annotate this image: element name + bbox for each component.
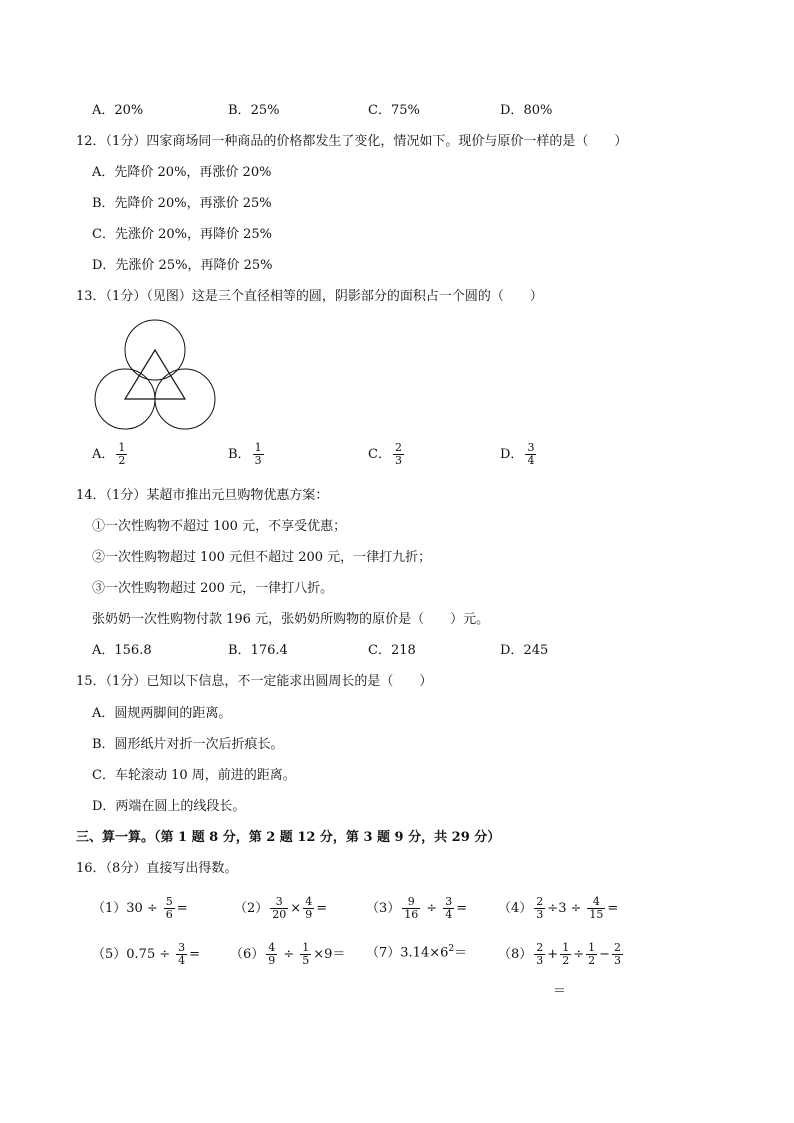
q14-question: 张奶奶一次性购物付款 196 元，张奶奶所购物的原价是（ ）元。 (92, 612, 490, 627)
q12-option-c: C．先涨价 20%，再降价 25% (92, 227, 273, 242)
triangle (125, 350, 185, 399)
q15-option-b: B．圆形纸片对折一次后折痕长。 (92, 737, 284, 752)
q13-option-c: C． $\frac{2}{3}$ (368, 441, 402, 467)
q15-stem: 15．（1分）已知以下信息，不一定能求出圆周长的是（ ） (76, 674, 433, 689)
fraction: $\frac{3}{4}$ (527, 441, 535, 467)
q14-option-b: B．176.4 (228, 643, 288, 658)
q16-stem: 16．（8分）直接写出得数。 (76, 861, 238, 876)
q13-option-b: B． $\frac{1}{3}$ (228, 441, 262, 467)
q16-problem-8: （8） $\frac{2}{3}$ + $\frac{1}{2}$ ÷ $\frac{1}{2}$ − $\frac{2}{3}$ (498, 941, 621, 967)
q13-option-a: A． $\frac{1}{2}$ (92, 441, 126, 467)
fraction: $\frac{1}{2}$ (118, 441, 126, 467)
q16-problem-8-equals: ＝ (553, 984, 567, 999)
q11-option-a: A．20% (92, 103, 144, 118)
q13-option-d: D． $\frac{3}{4}$ (500, 441, 535, 467)
q16-problem-6: （6） $\frac{4}{9}$ ÷ $\frac{1}{5}$ ×9＝ (230, 941, 346, 967)
q12-option-b: B．先降价 20%，再涨价 25% (92, 196, 272, 211)
q15-option-d: D．两端在圆上的线段长。 (92, 799, 246, 814)
q12-stem: 12．（1分）四家商场同一种商品的价格都发生了变化，情况如下。现价与原价一样的是（ ） (76, 134, 628, 149)
q16-problem-4: （4） $\frac{2}{3}$ ÷3 ÷ $\frac{4}{15}$ = (498, 895, 619, 921)
three-circles-figure (92, 316, 218, 434)
fraction: $\frac{1}{3}$ (254, 441, 262, 467)
q14-rule-1: ①一次性购物不超过 100 元，不享受优惠； (92, 519, 347, 534)
q14-option-d: D．245 (500, 643, 549, 658)
q16-problem-7: $(7)3.14\times 6^2=$ (366, 944, 468, 961)
q11-option-d: D．80% (500, 103, 553, 118)
q11-option-c: C．75% (368, 103, 420, 118)
q13-stem: 13．（1分）（见图）这是三个直径相等的圆，阴影部分的面积占一个圆的（ ） (76, 289, 543, 304)
q14-rule-2: ②一次性购物超过 100 元但不超过 200 元，一律打九折； (92, 550, 432, 565)
q15-option-a: A．圆规两脚间的距离。 (92, 706, 232, 721)
q16-problem-2: （2） $\frac{3}{20}$ × $\frac{4}{9}$ = (234, 895, 328, 921)
q14-option-c: C．218 (368, 643, 416, 658)
section-heading: 三、算一算。（第 1 题 8 分，第 2 题 12 分，第 3 题 9 分，共 29 分） (76, 830, 501, 845)
q14-option-a: A．156.8 (92, 643, 152, 658)
fraction: $\frac{2}{3}$ (394, 441, 402, 467)
q14-rule-3: ③一次性购物超过 200 元，一律打八折。 (92, 581, 334, 596)
q16-problem-5: （5）0.75 ÷ $\frac{3}{4}$ = (92, 941, 201, 967)
q16-problem-1: （1）30 ÷ $\frac{5}{6}$ = (92, 895, 188, 921)
q12-option-a: A．先降价 20%，再涨价 20% (92, 165, 272, 180)
q12-option-d: D．先涨价 25%，再降价 25% (92, 258, 273, 273)
q14-stem: 14．（1分）某超市推出元旦购物优惠方案： (76, 488, 329, 503)
q11-option-b: B．25% (228, 103, 280, 118)
q15-option-c: C．车轮滚动 10 周，前进的距离。 (92, 768, 296, 783)
q16-problem-3: （3） $\frac{9}{16}$ ÷ $\frac{3}{4}$ = (366, 895, 468, 921)
